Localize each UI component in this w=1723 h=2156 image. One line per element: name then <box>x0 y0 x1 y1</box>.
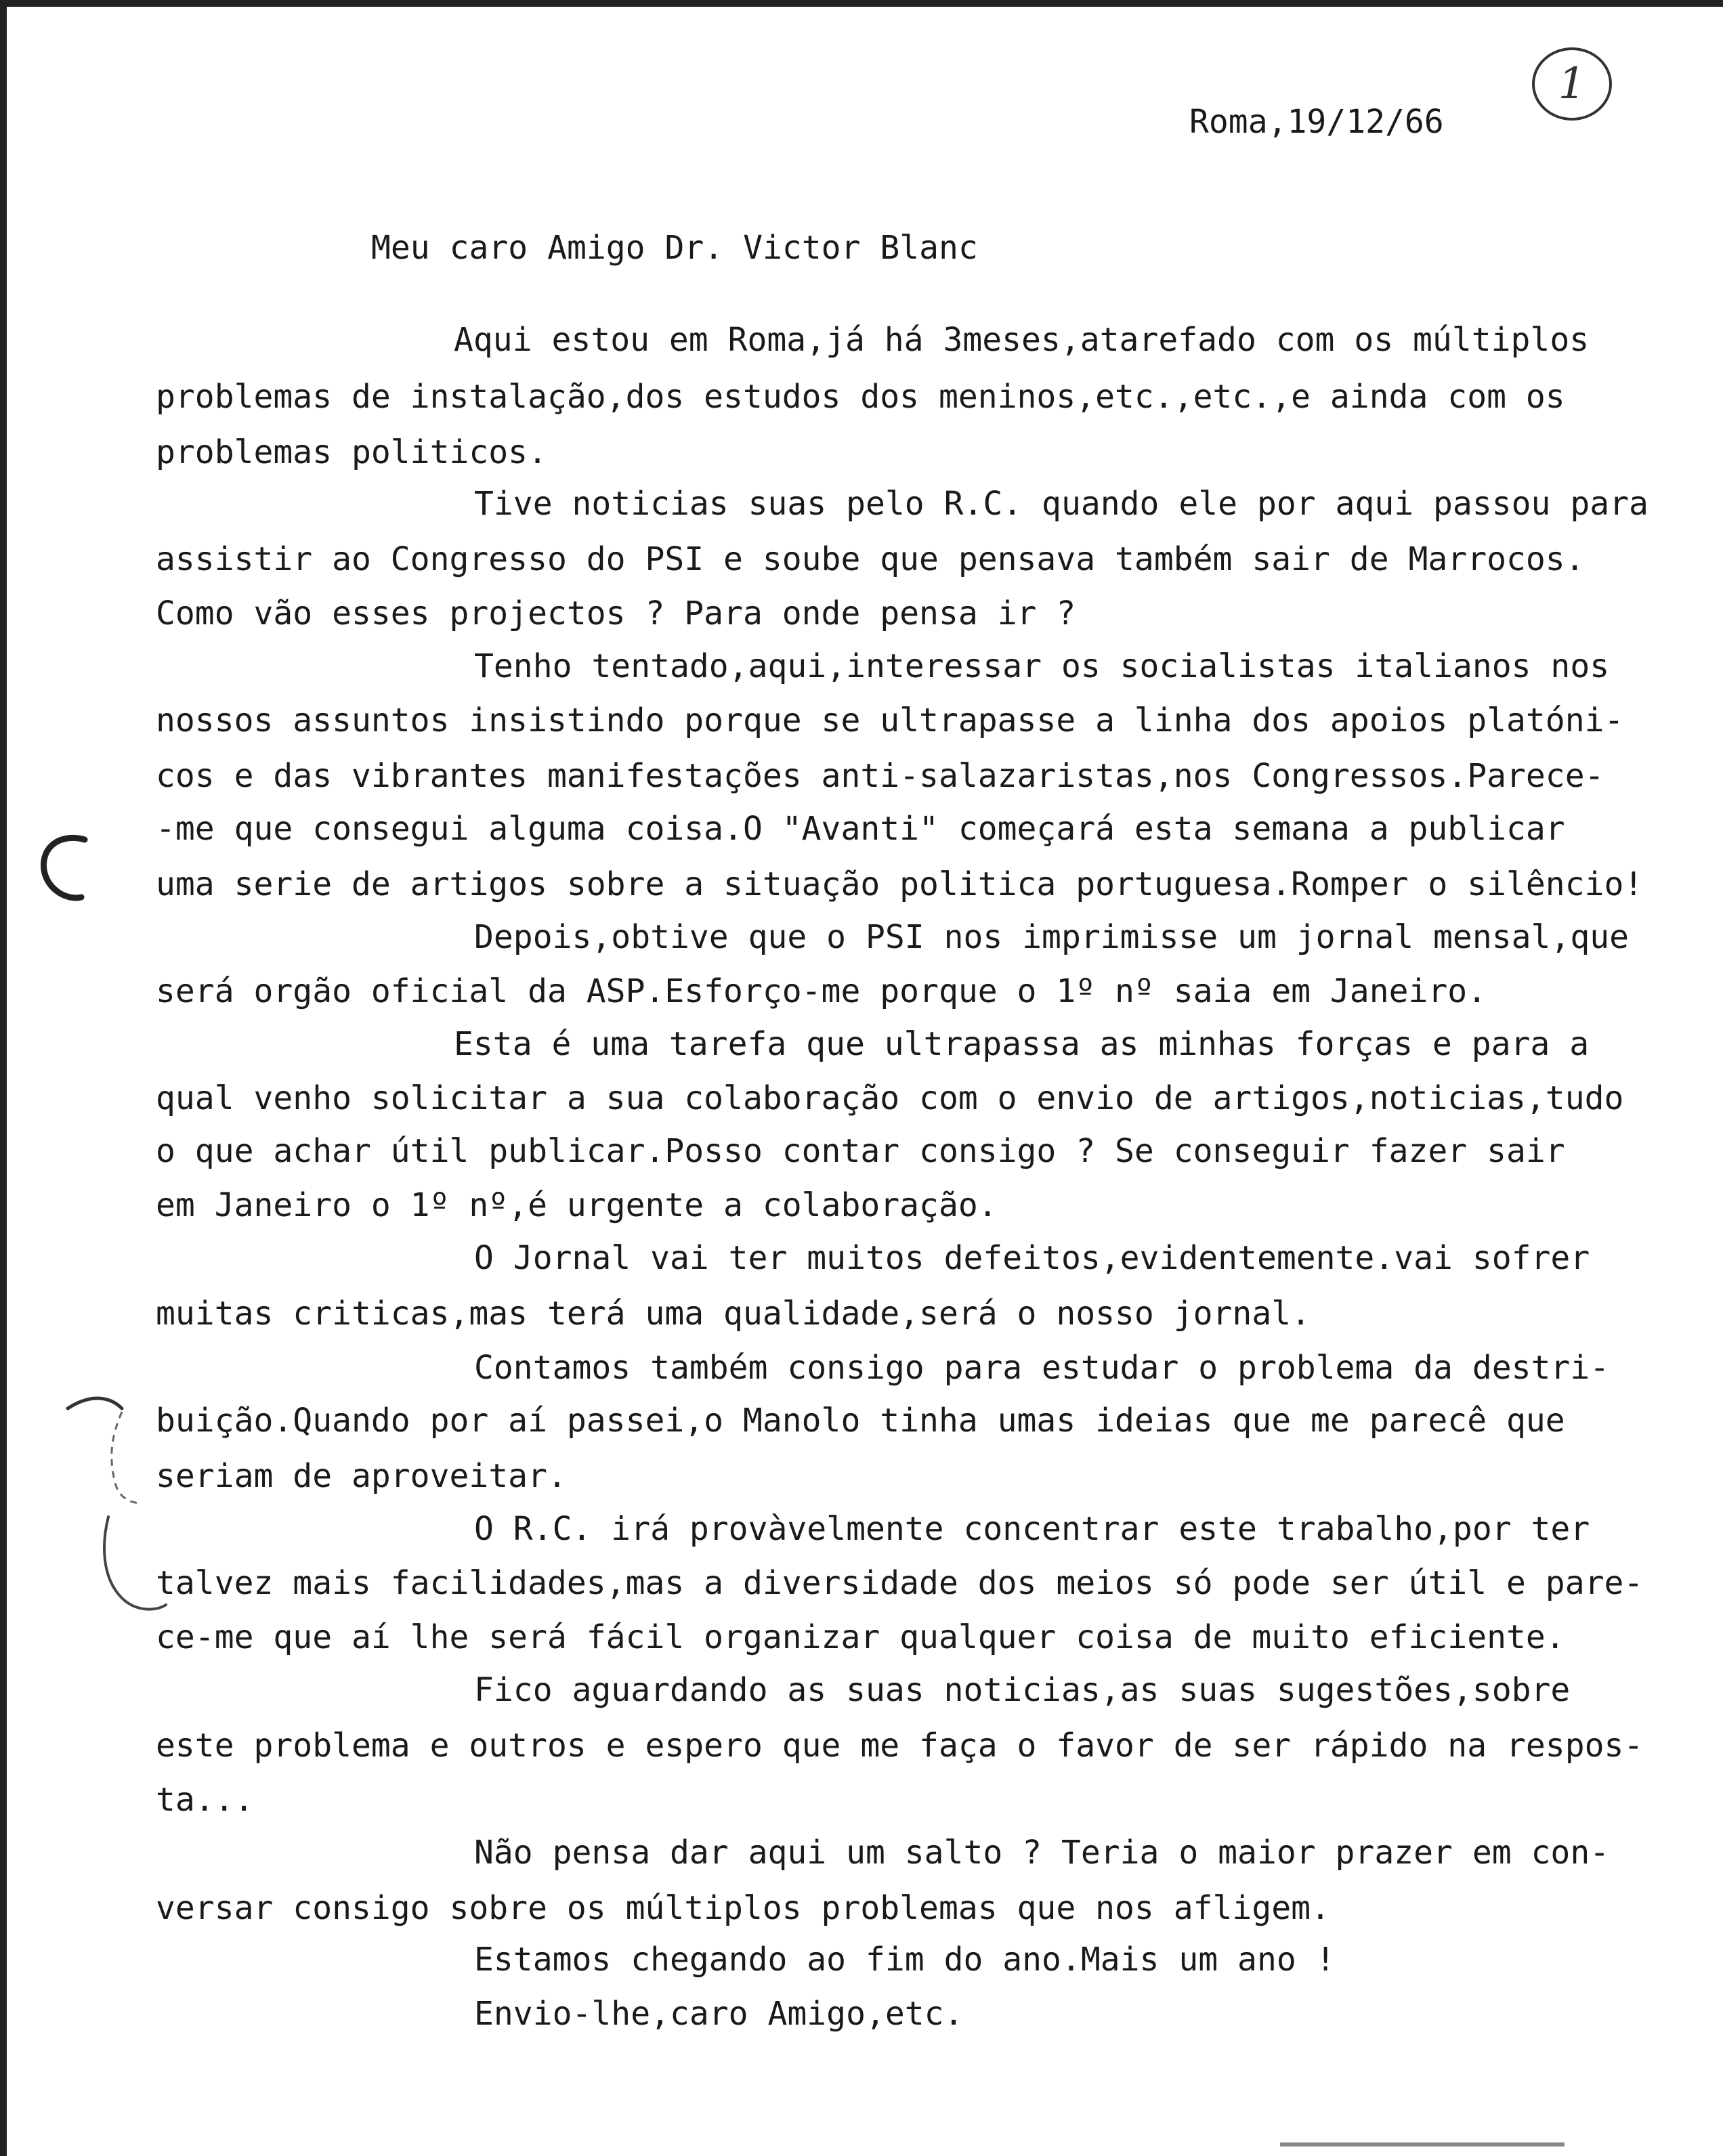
body-line: seriam de aproveitar. <box>156 1457 567 1495</box>
body-line: problemas politicos. <box>156 433 547 471</box>
body-line: qual venho solicitar a sua colaboração com o envio de artigos,noticias,tudo <box>156 1079 1624 1117</box>
body-line: o que achar útil publicar.Posso contar consigo ? Se conseguir fazer sair <box>156 1132 1565 1170</box>
salutation: Meu caro Amigo Dr. Victor Blanc <box>371 229 978 267</box>
body-line: Depois,obtive que o PSI nos imprimisse um jornal mensal,que <box>474 918 1630 956</box>
body-line: ta... <box>156 1781 254 1819</box>
body-line: Estamos chegando ao fim do ano.Mais um ano ! <box>474 1941 1336 1979</box>
body-line: Aqui estou em Roma,já há 3meses,atarefado com os múltiplos <box>454 321 1590 359</box>
body-line: buição.Quando por aí passei,o Manolo tinha umas ideias que me parecê que <box>156 1402 1565 1440</box>
body-line: talvez mais facilidades,mas a diversidade dos meios só pode ser útil e pare- <box>156 1564 1644 1602</box>
body-line: nossos assuntos insistindo porque se ultrapasse a linha dos apoios platóni- <box>156 702 1624 739</box>
footer-rule <box>1280 2142 1565 2147</box>
body-line: Não pensa dar aqui um salto ? Teria o maior prazer em con- <box>474 1834 1610 1872</box>
letter-date: Roma,19/12/66 <box>1189 103 1444 141</box>
body-line: Tive noticias suas pelo R.C. quando ele por aqui passou para <box>474 485 1648 523</box>
body-line: será orgão oficial da ASP.Esforço-me porque o 1º nº saia em Janeiro. <box>156 972 1487 1010</box>
margin-bracket-mark <box>20 826 102 914</box>
body-line: Envio-lhe,caro Amigo,etc. <box>474 1995 964 2033</box>
page-border-top <box>0 0 1723 7</box>
body-line: Tenho tentado,aqui,interessar os socialistas italianos nos <box>474 647 1610 685</box>
body-line: versar consigo sobre os múltiplos problemas que nos afligem. <box>156 1889 1330 1927</box>
page-number: 1 <box>1532 47 1612 121</box>
body-line: O Jornal vai ter muitos defeitos,evidentemente.vai sofrer <box>474 1239 1590 1277</box>
body-line: cos e das vibrantes manifestações anti-salazaristas,nos Congressos.Parece- <box>156 757 1604 795</box>
body-line: problemas de instalação,dos estudos dos meninos,etc.,etc.,e ainda com os <box>156 378 1565 416</box>
margin-bracket-mark <box>54 1381 169 1625</box>
body-line: Fico aguardando as suas noticias,as suas sugestões,sobre <box>474 1671 1571 1709</box>
body-line: muitas criticas,mas terá uma qualidade,será o nosso jornal. <box>156 1295 1311 1333</box>
body-line: uma serie de artigos sobre a situação politica portuguesa.Romper o silêncio! <box>156 865 1644 903</box>
body-line: Contamos também consigo para estudar o problema da destri- <box>474 1349 1610 1387</box>
body-line: -me que consegui alguma coisa.O "Avanti" começará esta semana a publicar <box>156 810 1565 848</box>
body-line: este problema e outros e espero que me faça o favor de ser rápido na respos- <box>156 1727 1644 1765</box>
body-line: assistir ao Congresso do PSI e soube que pensava também sair de Marrocos. <box>156 540 1585 578</box>
page-border-left <box>0 0 7 2156</box>
body-line: O R.C. irá provàvelmente concentrar este trabalho,por ter <box>474 1510 1590 1548</box>
body-line: Como vão esses projectos ? Para onde pensa ir ? <box>156 595 1076 632</box>
body-line: em Janeiro o 1º nº,é urgente a colaboração. <box>156 1186 998 1224</box>
body-line: Esta é uma tarefa que ultrapassa as minhas forças e para a <box>454 1025 1590 1063</box>
body-line: ce-me que aí lhe será fácil organizar qualquer coisa de muito eficiente. <box>156 1618 1565 1656</box>
